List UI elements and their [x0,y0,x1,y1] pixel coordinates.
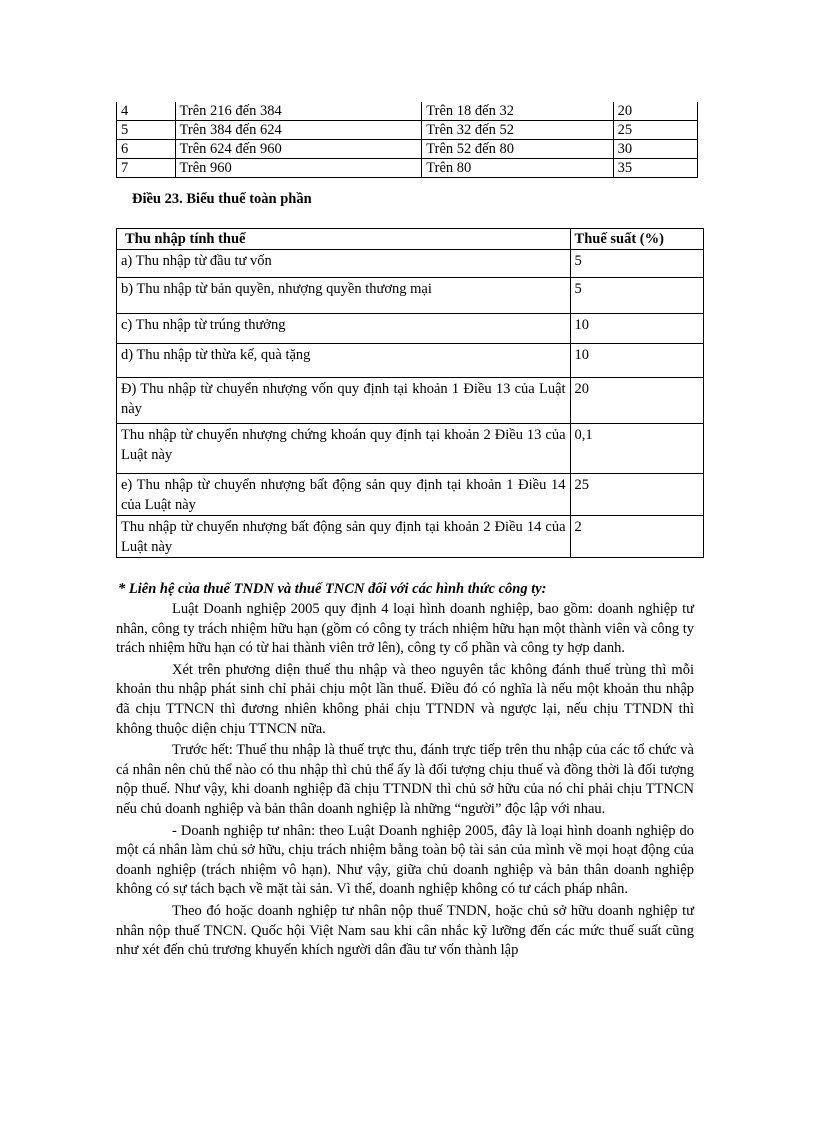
income-month-cell: Trên 52 đến 80 [422,140,613,159]
income-year-cell: Trên 960 [175,159,422,178]
table-header-row [117,229,704,250]
income-year-cell: Trên 216 đến 384 [175,102,422,121]
income-cell: b) Thu nhập từ bản quyền, nhượng quyền thương mại [117,278,571,314]
income-cell: Thu nhập từ chuyển nhượng chứng khoán quy định tại khoản 2 Điều 13 của Luật này [117,424,571,474]
income-month-cell: Trên 80 [422,159,613,178]
rate-cell: 2 [570,516,703,558]
body-text [116,578,694,961]
rate-header: Thuế suất (%) [570,229,703,250]
income-year-cell: Trên 384 đến 624 [175,121,422,140]
income-cell: c) Thu nhập từ trúng thưởng [117,314,571,344]
income-header: Thu nhập tính thuế [117,229,571,250]
income-year-cell: Trên 624 đến 960 [175,140,422,159]
table-row [117,102,698,121]
table-row [117,344,704,378]
rate-cell: 0,1 [570,424,703,474]
table-row [117,516,704,558]
table-row [117,140,698,159]
rate-cell: 10 [570,344,703,378]
income-month-cell: Trên 18 đến 32 [422,102,613,121]
income-cell: a) Thu nhập từ đầu tư vốn [117,250,571,278]
article-heading: Điều 23. Biểu thuế toàn phần [132,191,312,207]
paragraph: Xét trên phương diện thuế thu nhập và theo nguyên tắc không đánh thuế trùng thì mỗi khoản thu nhập phát sinh chỉ phải chịu một lần thuế. Điều đó có nghĩa là nếu một khoản thu nhập đã chịu TTNCN thì đương nhiên không phải chịu TTNDN và ngược lại, nếu chịu TTNDN thì không thuộc diện chịu TTNCN nữa. [116,661,694,737]
rate-cell: 5 [570,250,703,278]
level-cell: 4 [117,102,176,121]
table-row [117,278,704,314]
table-row [117,474,704,516]
flat-tax-table [116,228,704,558]
paragraph: - Doanh nghiệp tư nhân: theo Luật Doanh nghiệp 2005, đây là loại hình doanh nghiệp do một cá nhân làm chủ sở hữu, chịu trách nhiệm bằng toàn bộ tài sản của mình về mọi hoạt động của doanh nghiệp (trách nhiệm vô hạn). Như vậy, giữa chủ doanh nghiệp và bản thân doanh nghiệp không có sự tách bạch về mặt tài sản. Vì thế, doanh nghiệp không có tư cách pháp nhân. [116,822,694,898]
income-cell: Thu nhập từ chuyển nhượng bất động sản quy định tại khoản 2 Điều 14 của Luật này [117,516,571,558]
progressive-tax-table [116,102,698,178]
rate-cell: 25 [613,121,697,140]
table-row [117,424,704,474]
level-cell: 7 [117,159,176,178]
income-month-cell: Trên 32 đến 52 [422,121,613,140]
income-cell: d) Thu nhập từ thừa kế, quà tặng [117,344,571,378]
income-cell: Đ) Thu nhập từ chuyển nhượng vốn quy định tại khoản 1 Điều 13 của Luật này [117,378,571,424]
rate-cell: 10 [570,314,703,344]
rate-cell: 25 [570,474,703,516]
rate-cell: 30 [613,140,697,159]
level-cell: 6 [117,140,176,159]
table-row [117,314,704,344]
paragraph: Trước hết: Thuế thu nhập là thuế trực thu, đánh trực tiếp trên thu nhập của các tổ chức và cá nhân nên chủ thể nào có thu nhập thì chủ thể ấy là đối tượng chịu thuế và đồng thời là đối tượng nộp thuế. Như vậy, khi doanh nghiệp đã chịu TTNDN thì chủ sở hữu của nó chỉ phải chịu TTNCN nếu chủ doanh nghiệp và bản thân doanh nghiệp là những “người” độc lập với nhau. [116,742,694,817]
paragraph: Luật Doanh nghiệp 2005 quy định 4 loại hình doanh nghiệp, bao gồm: doanh nghiệp tư nhân, công ty trách nhiệm hữu hạn (gồm có công ty trách nhiệm hữu hạn một thành viên và công ty trách nhiệm hữu hạn có từ hai thành viên trở lên), công ty cổ phần và công ty hợp danh. [116,601,694,657]
table-row [117,378,704,424]
paragraph: Theo đó hoặc doanh nghiệp tư nhân nộp thuế TNDN, hoặc chủ sở hữu doanh nghiệp tư nhân nộp thuế TNCN. Quốc hội Việt Nam sau khi cân nhắc kỹ lưỡng đến các mức thuế suất cũng như xét đến chủ trương khuyến khích người dân đầu tư vốn thành lập [116,902,694,959]
table-row [117,250,704,278]
table-row [117,159,698,178]
section-heading: * Liên hệ của thuế TNDN và thuế TNCN đối với các hình thức công ty: [118,581,547,597]
rate-cell: 5 [570,278,703,314]
rate-cell: 20 [570,378,703,424]
table-row [117,121,698,140]
level-cell: 5 [117,121,176,140]
rate-cell: 20 [613,102,697,121]
income-cell: e) Thu nhập từ chuyển nhượng bất động sản quy định tại khoản 1 Điều 14 của Luật này [117,474,571,516]
rate-cell: 35 [613,159,697,178]
